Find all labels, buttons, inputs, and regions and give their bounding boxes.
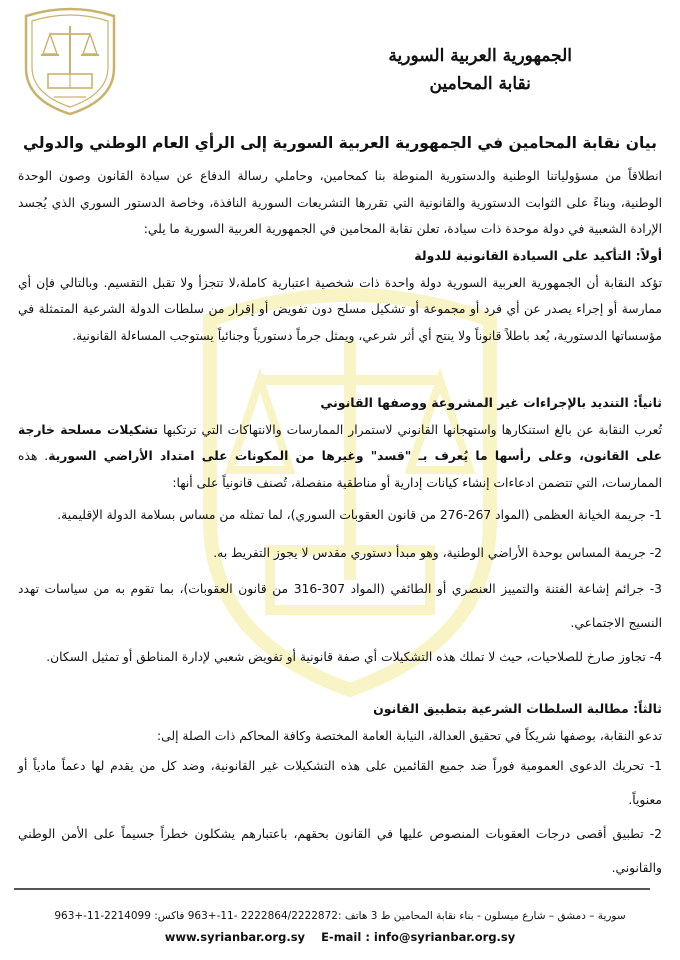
section-2-item-3: 3- جرائم إشاعة الفتنة والتمييز العنصري أو الطائفي (المواد 307-316 من قانون العقوبات)، بما تقوم به من سياسات تهدد النسيج الاجتماعي. [18, 582, 662, 630]
footer-divider [14, 888, 650, 890]
email-link[interactable]: E-mail : info@syrianbar.org.sy [321, 930, 516, 944]
footer-contacts [0, 927, 680, 947]
statement-title: بيان نقابة المحامين في الجمهورية العربية السورية إلى الرأي العام الوطني والدولي [23, 134, 657, 152]
section-2 [18, 390, 662, 674]
country-name: الجمهورية العربية السورية [388, 46, 572, 66]
section-1 [18, 243, 662, 349]
section-3-paragraph: تدعو النقابة، بوصفها شريكاً في تحقيق العدالة، النيابة العامة المختصة وكافة المحاكم ذات الصلة إلى: [156, 728, 662, 743]
intro-section [18, 163, 662, 243]
section-3 [18, 696, 662, 885]
section-3-heading: ثالثاً: مطالبة السلطات الشرعية بتطبيق القانون [373, 701, 662, 716]
section-1-heading: أولاً: التأكيد على السيادة القانونية للدولة [414, 248, 662, 263]
section-2-item-1: 1- جريمة الخيانة العظمى (المواد 267-276 من قانون العقوبات السوري)، لما تمثله من مساس بسلامة الدولة الإقليمية. [57, 508, 662, 522]
section-2-text-bold: تشكيلات مسلحة خارجة على القانون، وعلى رأسها ما يُعرف بـ "قسد" وغيرها من المكونات على امتداد الأراضي السورية [18, 422, 663, 463]
bar-association-logo [22, 4, 118, 116]
organization-name: نقابة المحامين [429, 74, 531, 94]
section-2-text-b: . هذه الممارسات، التي تتضمن ادعاءات إنشاء كيانات إدارية أو مناطقية منفصلة، تُصنف قانونياً على أنها: [18, 449, 662, 490]
section-2-paragraph [18, 417, 662, 497]
section-1-paragraph: تؤكد النقابة أن الجمهورية العربية السورية دولة واحدة ذات شخصية اعتبارية كاملة،لا تتجزأ ولا تقبل التقسيم. وبالتالي فإن أي ممارسة أو إجراء يصدر عن أي فرد أو مجموعة أو تشكيل مسلح دون تفويض أو إقرار من سلطات الدولة الشرعية المتمثلة في مؤسساتها الدستورية، يُعد باطلاً قانوناً ولا ينتج أي أثر شرعي، ويمثل جرماً دستورياً وجنائياً يستوجب المساءلة القانونية. [18, 275, 662, 343]
section-3-item-2: 2- تطبيق أقصى درجات العقوبات المنصوص عليها في القانون بحقهم، باعتبارهم يشكلون خطراً جسيماً على الأمن الوطني والقانوني. [18, 827, 662, 875]
letterhead [388, 42, 572, 98]
footer [0, 905, 680, 947]
intro-paragraph: انطلاقاً من مسؤولياتنا الوطنية والدستورية المنوطة بنا كمحامين، وحاملي رسالة الدفاع عن سيادة القانون وصون الوحدة الوطنية، وبناءً على الثوابت الدستورية والقانونية التي تقررها التشريعات السورية النافذة، وخاصة الدستور السوري الذي يُجسد الإرادة الشعبية في دولة موحدة ذات سيادة، تعلن نقابة المحامين في الجمهورية العربية السورية ما يلي: [18, 169, 662, 236]
section-2-text-a: تُعرب النقابة عن بالغ استنكارها واستهجانها القانوني لاستمرار الممارسات والانتهاكات التي ترتكبها [158, 422, 662, 437]
section-2-item-2: 2- جريمة المساس بوحدة الأراضي الوطنية، وهو مبدأ دستوري مقدس لا يجوز التفريط به. [213, 546, 662, 560]
website-link[interactable]: www.syrianbar.org.sy [164, 930, 306, 944]
section-2-heading: ثانياً: التنديد بالإجراءات غير المشروعة ووصفها القانوني [320, 395, 662, 410]
section-3-item-1: 1- تحريك الدعوى العمومية فوراً ضد جميع القائمين على هذه التشكيلات غير القانونية، وضد كل من يقدم لها دعماً مادياً أو معنوياً. [18, 759, 662, 807]
footer-address: سورية – دمشق – شارع ميسلون - بناء نقابة المحامين ط 3 هاتف :2222864/2222872 -11-+963 فاكس: 2214099-11-+963 [54, 910, 626, 922]
section-2-item-4: 4- تجاوز صارخ للصلاحيات، حيث لا تملك هذه التشكيلات أي صفة قانونية أو تفويض شعبي لإدارة المناطق أو تمثيل السكان. [46, 650, 662, 664]
